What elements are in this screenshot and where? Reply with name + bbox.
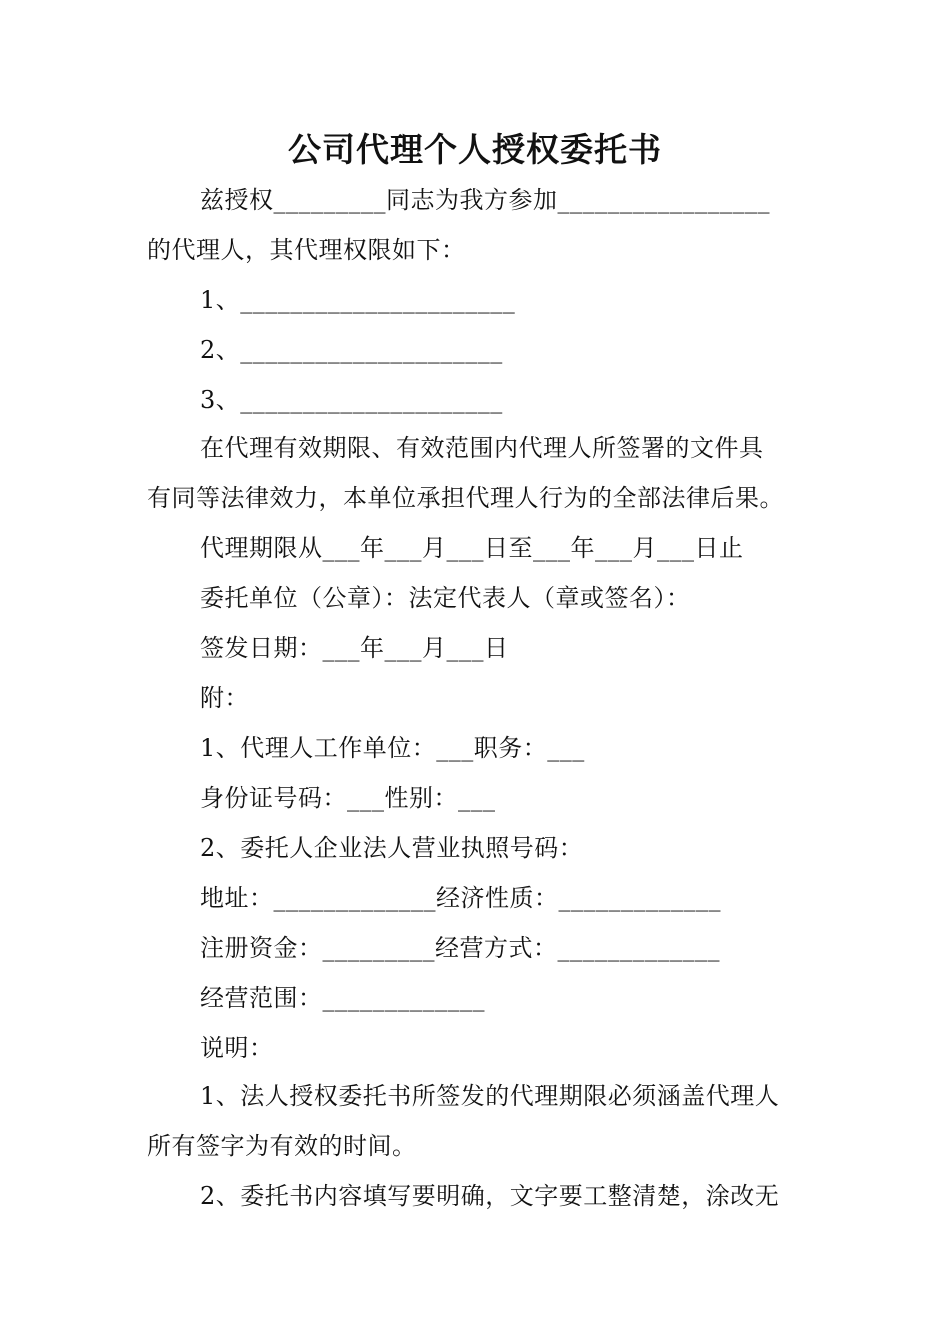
agent-workplace: 1、代理人工作单位：___职务：___ bbox=[200, 734, 585, 762]
agency-period: 代理期限从___年___月___日至___年___月___日止 bbox=[200, 534, 744, 562]
note-1-line-2: 所有签字为有效的时间。 bbox=[147, 1132, 417, 1160]
authority-item-2: 2、_____________________ bbox=[200, 336, 503, 364]
authority-item-3: 3、_____________________ bbox=[200, 386, 503, 414]
authority-item-1: 1、______________________ bbox=[200, 286, 516, 314]
validity-paragraph-line-1: 在代理有效期限、有效范围内代理人所签署的文件具 bbox=[200, 434, 764, 462]
validity-paragraph-line-2: 有同等法律效力，本单位承担代理人行为的全部法律后果。 bbox=[147, 484, 784, 512]
address-economic-nature: 地址：_____________经济性质：_____________ bbox=[200, 884, 721, 912]
agent-id-gender: 身份证号码：___性别：___ bbox=[200, 784, 496, 812]
document-title: 公司代理个人授权委托书 bbox=[288, 130, 662, 169]
appendix-heading: 附： bbox=[200, 684, 249, 712]
authorization-line-continued: 的代理人，其代理权限如下： bbox=[147, 236, 466, 264]
issue-date: 签发日期：___年___月___日 bbox=[200, 634, 509, 662]
notes-heading: 说明： bbox=[200, 1034, 274, 1062]
note-2-line-1: 2、委托书内容填写要明确，文字要工整清楚，涂改无 bbox=[200, 1182, 780, 1210]
note-1-line-1: 1、法人授权委托书所签发的代理期限必须涵盖代理人 bbox=[200, 1082, 780, 1110]
principal-seal-line: 委托单位（公章）：法定代表人（章或签名）： bbox=[200, 584, 691, 612]
registered-capital-operation-mode: 注册资金：_________经营方式：_____________ bbox=[200, 934, 720, 962]
business-scope: 经营范围：_____________ bbox=[200, 984, 485, 1012]
authorization-line: 兹授权_________同志为我方参加_________________ bbox=[200, 186, 770, 214]
business-license-number: 2、委托人企业法人营业执照号码： bbox=[200, 834, 584, 862]
